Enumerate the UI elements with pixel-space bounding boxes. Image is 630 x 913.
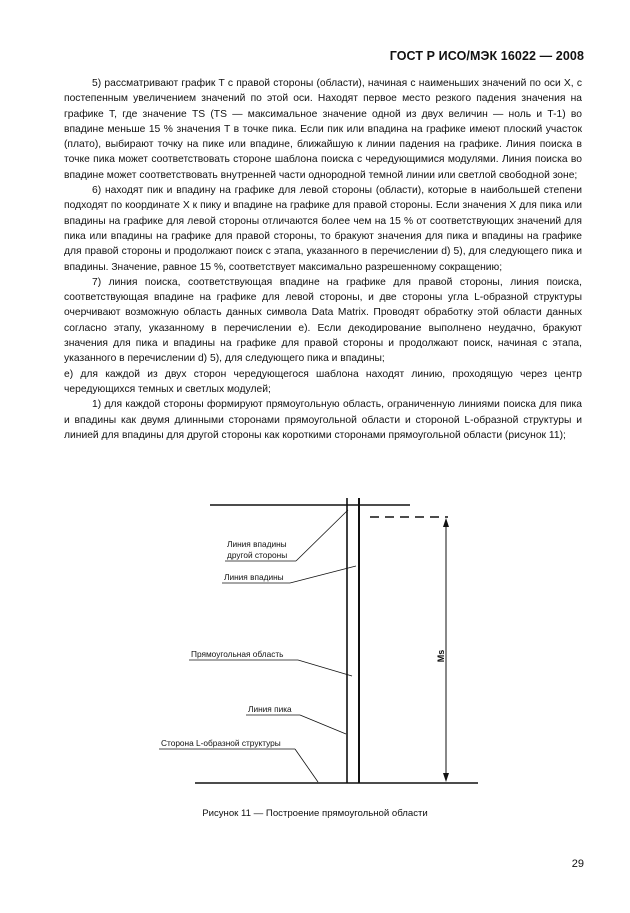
paragraph-step-d5: 5) рассматривают график T с правой стороны (области), начиная с наименьших значений по оси X, с постепенным увеличением значений по этой оси. Находят первое место резкого падения значения на графике T, где значение TS (TS — максимальное значение одной из двух величин — ноль и T-1) во впадине меньше 15 % значения T в точке пика. Если пик или впадина на графике имеют плоский участок (плато), выбирают точку на пике или впадине, ближайшую к линии падения на графике. Линия поиска в точке пика может соответствовать стороне шаблона поиска с чередующимися модулями. Линия поиска во впадине может соответствовать внутренней части однородной темной линии или светлой свободной зоне; [64, 78, 582, 181]
figure-caption: Рисунок 11 — Построение прямоугольной области [202, 808, 428, 819]
label-valley-other-1: Линия впадины [227, 539, 287, 549]
dimension-arrow-bottom [443, 773, 449, 782]
body-text [64, 76, 582, 443]
page-number: 29 [571, 858, 584, 870]
paragraph-step-e: е) для каждой из двух сторон чередующегося шаблона находят линию, проходящую через центр чередующихся темных и светлых модулей; [64, 368, 582, 395]
label-valley-line: Линия впадины [224, 572, 284, 582]
leader-valley [290, 566, 356, 583]
label-valley-other-2: другой стороны [227, 550, 288, 560]
standard-header: ГОСТ Р ИСО/МЭК 16022 — 2008 [389, 49, 584, 63]
paragraph-step-e1: 1) для каждой стороны формируют прямоугольную область, ограниченную линиями поиска для пика и впадины как двумя длинными сторонами прямоугольной области и стороной L-образной структуры и линией для впадины для другой стороны как короткими сторонами прямоугольной области (рисунок 11); [64, 399, 582, 441]
label-l-side: Сторона L-образной структуры [161, 738, 281, 748]
figure-11-diagram [0, 480, 630, 800]
label-peak-line: Линия пика [248, 704, 292, 714]
leader-peak [300, 715, 346, 734]
dimension-label: Ms [436, 649, 446, 663]
paragraph-step-d6: 6) находят пик и впадину на графике для левой стороны (области), которые в наибольшей степени подходят по координате X к пику и впадине на графике для правой стороны. Если значения X для пика или впадины на графике для левой стороны отличаются более чем на 15 % от соответствующих значений для пика или впадины на графике для правой стороны, то бракуют значения для пика и впадины на графике для правой стороны и продолжают поиск с этапа, указанного в перечислении d) 5), для следующего пика и впадины. Значение, равное 15 %, соответствует максимально разрешенному сокращению; [64, 185, 582, 273]
figure-11 [0, 480, 630, 800]
leader-rect [298, 660, 352, 676]
paragraph-step-d7: 7) линия поиска, соответствующая впадине на графике для правой стороны, линия поиска, соответствующая впадине на графике для левой стороны, и две стороны угла L-образной структуры очерчивают возможную область данных символа Data Matrix. Проводят обработку этой области данных согласно этапу, указанному в перечислении е). Если декодирование выполнено неудачно, бракуют значения для пика и впадины на графике для правой стороны и продолжают поиск, начиная с этапа, указанного в перечислении d) 5), для следующего пика и впадины; [64, 276, 582, 365]
leader-valley-other [296, 510, 348, 561]
dimension-arrow-top [443, 518, 449, 527]
leader-l [295, 749, 318, 782]
label-rect-area: Прямоугольная область [191, 649, 284, 659]
